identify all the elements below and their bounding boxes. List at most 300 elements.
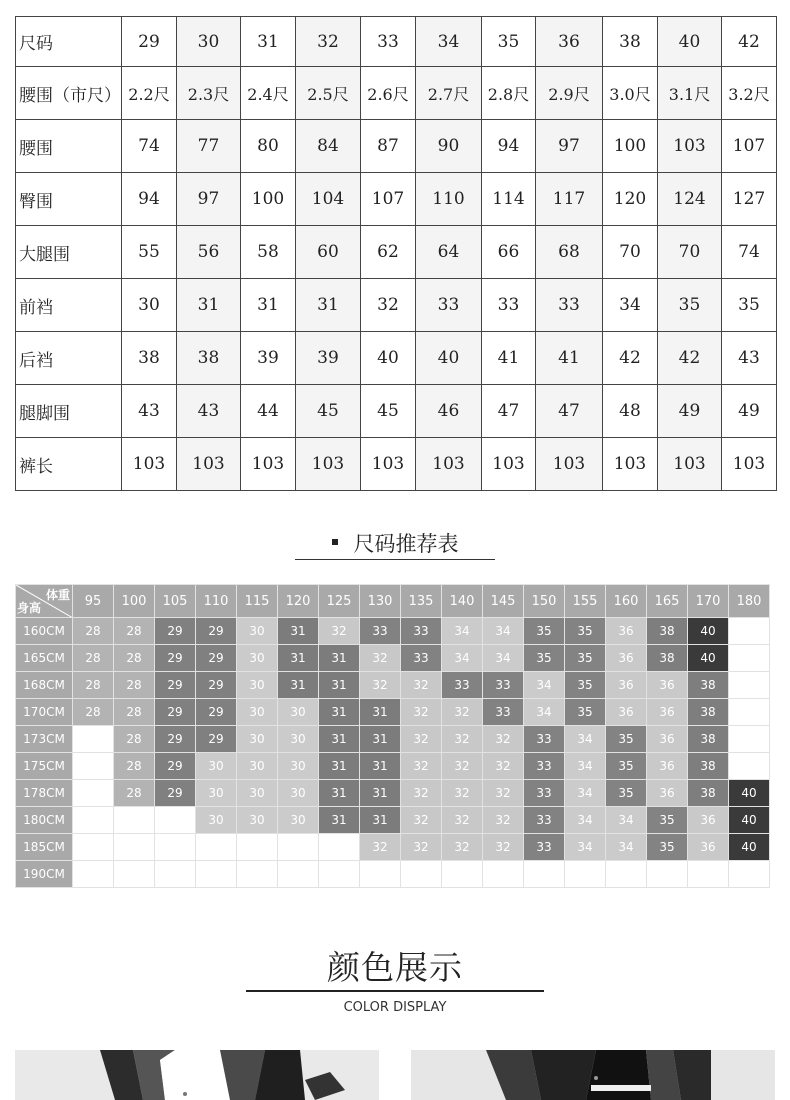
recommended-size-cell: 38 xyxy=(688,699,729,726)
recommended-size-cell: 33 xyxy=(524,834,565,861)
recommended-size-cell: 36 xyxy=(606,645,647,672)
recommended-size-cell: 36 xyxy=(606,672,647,699)
recommended-size-cell xyxy=(688,861,729,888)
recommended-size-cell: 28 xyxy=(73,645,114,672)
measure-value: 31 xyxy=(241,279,296,332)
measure-label: 前裆 xyxy=(16,279,122,332)
measure-value: 45 xyxy=(296,385,361,438)
recommended-size-cell: 36 xyxy=(606,699,647,726)
recommended-size-cell: 33 xyxy=(483,699,524,726)
recommended-size-cell: 33 xyxy=(483,672,524,699)
size-header-cell: 40 xyxy=(658,17,722,67)
height-label-cell: 185CM xyxy=(16,834,73,861)
height-label-cell: 180CM xyxy=(16,807,73,834)
jacket-photo-image xyxy=(15,1050,379,1100)
recommended-size-cell: 32 xyxy=(483,834,524,861)
recommended-size-cell xyxy=(155,807,196,834)
recommended-size-cell: 34 xyxy=(606,834,647,861)
recommended-size-cell: 28 xyxy=(73,699,114,726)
recommended-size-cell: 34 xyxy=(565,753,606,780)
recommended-size-cell: 34 xyxy=(442,618,483,645)
recommended-size-cell xyxy=(360,861,401,888)
recommended-size-cell xyxy=(114,807,155,834)
recommended-size-cell: 35 xyxy=(524,618,565,645)
recommended-size-cell: 32 xyxy=(401,726,442,753)
recommended-size-cell xyxy=(729,672,770,699)
measure-value: 70 xyxy=(603,226,658,279)
recommended-size-cell xyxy=(565,861,606,888)
size-measure-row xyxy=(16,173,777,226)
recommended-size-cell: 32 xyxy=(483,726,524,753)
recommended-size-cell: 29 xyxy=(196,645,237,672)
recommended-size-cell xyxy=(278,861,319,888)
color-display-title: 颜色展示 xyxy=(246,942,544,992)
size-recommendation-grid xyxy=(15,584,770,888)
recommended-size-cell: 33 xyxy=(360,618,401,645)
recommended-size-cell: 28 xyxy=(114,780,155,807)
recommended-size-cell: 31 xyxy=(360,780,401,807)
measure-value: 39 xyxy=(296,332,361,385)
recommended-size-cell: 31 xyxy=(360,726,401,753)
measure-value: 107 xyxy=(722,120,777,173)
recommended-size-cell: 28 xyxy=(114,699,155,726)
measure-value: 34 xyxy=(603,279,658,332)
recommended-size-cell: 30 xyxy=(237,618,278,645)
measure-value: 2.3尺 xyxy=(177,67,241,120)
recommended-size-cell: 31 xyxy=(319,753,360,780)
height-label-cell: 190CM xyxy=(16,861,73,888)
measure-value: 43 xyxy=(722,332,777,385)
size-header-row xyxy=(16,17,777,67)
recommended-size-cell xyxy=(73,807,114,834)
recommended-size-cell: 29 xyxy=(155,699,196,726)
color-display-subtitle: COLOR DISPLAY xyxy=(343,1000,447,1015)
recommended-size-cell: 32 xyxy=(442,699,483,726)
recommended-size-cell xyxy=(155,861,196,888)
measure-value: 2.5尺 xyxy=(296,67,361,120)
recommended-size-cell xyxy=(114,861,155,888)
measure-value: 104 xyxy=(296,173,361,226)
measure-value: 103 xyxy=(416,438,482,491)
recommended-size-cell: 31 xyxy=(319,780,360,807)
recommended-size-cell: 36 xyxy=(688,834,729,861)
measure-value: 103 xyxy=(536,438,603,491)
recommended-size-cell: 35 xyxy=(565,672,606,699)
recommended-size-cell xyxy=(73,834,114,861)
recommended-size-cell: 28 xyxy=(114,645,155,672)
weight-header-cell: 170 xyxy=(688,585,729,618)
measure-value: 120 xyxy=(603,173,658,226)
measure-value: 3.0尺 xyxy=(603,67,658,120)
measure-label: 裤长 xyxy=(16,438,122,491)
recommended-size-cell: 33 xyxy=(524,726,565,753)
measure-value: 38 xyxy=(122,332,177,385)
weight-header-cell: 110 xyxy=(196,585,237,618)
recommended-size-cell: 29 xyxy=(196,726,237,753)
recommended-size-cell: 30 xyxy=(237,645,278,672)
size-measure-row xyxy=(16,226,777,279)
recommended-size-cell: 28 xyxy=(114,753,155,780)
size-measure-row xyxy=(16,120,777,173)
height-row xyxy=(16,753,770,780)
measure-value: 31 xyxy=(296,279,361,332)
recommended-size-cell: 31 xyxy=(319,645,360,672)
recommended-size-cell: 32 xyxy=(319,618,360,645)
size-header-cell: 31 xyxy=(241,17,296,67)
measure-value: 42 xyxy=(603,332,658,385)
recommended-size-cell: 35 xyxy=(565,618,606,645)
measure-value: 103 xyxy=(296,438,361,491)
recommended-size-cell: 32 xyxy=(360,672,401,699)
measure-value: 55 xyxy=(122,226,177,279)
recommended-size-cell: 32 xyxy=(442,753,483,780)
measure-label: 臀围 xyxy=(16,173,122,226)
size-header-cell: 29 xyxy=(122,17,177,67)
measure-value: 3.1尺 xyxy=(658,67,722,120)
recommended-size-cell xyxy=(729,726,770,753)
weight-header-cell: 95 xyxy=(73,585,114,618)
weight-header-cell: 180 xyxy=(729,585,770,618)
measure-value: 45 xyxy=(361,385,416,438)
recommended-size-cell: 30 xyxy=(278,726,319,753)
recommended-size-cell: 40 xyxy=(688,618,729,645)
recommended-size-cell: 31 xyxy=(319,699,360,726)
recommended-size-cell: 28 xyxy=(114,618,155,645)
recommended-size-cell: 29 xyxy=(155,726,196,753)
height-row xyxy=(16,834,770,861)
recommended-size-cell xyxy=(73,780,114,807)
recommended-size-cell: 32 xyxy=(442,780,483,807)
measure-value: 33 xyxy=(482,279,536,332)
weight-header-cell: 105 xyxy=(155,585,196,618)
recommended-size-cell: 38 xyxy=(688,780,729,807)
recommended-size-cell xyxy=(729,753,770,780)
recommended-size-cell: 38 xyxy=(688,672,729,699)
measure-value: 117 xyxy=(536,173,603,226)
recommended-size-cell: 30 xyxy=(237,726,278,753)
height-row xyxy=(16,672,770,699)
size-measure-row xyxy=(16,67,777,120)
measure-value: 68 xyxy=(536,226,603,279)
measure-value: 40 xyxy=(361,332,416,385)
recommended-size-cell: 30 xyxy=(237,780,278,807)
recommended-size-cell: 36 xyxy=(647,699,688,726)
corner-height-label: 身高 xyxy=(17,601,42,615)
recommended-size-cell: 40 xyxy=(729,807,770,834)
size-chart-table xyxy=(15,16,777,491)
measure-value: 39 xyxy=(241,332,296,385)
recommended-size-cell: 33 xyxy=(524,807,565,834)
measure-value: 103 xyxy=(177,438,241,491)
recommended-size-cell: 31 xyxy=(278,672,319,699)
measure-value: 103 xyxy=(722,438,777,491)
measure-value: 3.2尺 xyxy=(722,67,777,120)
size-header-cell: 42 xyxy=(722,17,777,67)
recommended-size-cell: 33 xyxy=(524,780,565,807)
recommended-size-cell xyxy=(196,861,237,888)
recommended-size-cell: 36 xyxy=(647,780,688,807)
size-header-cell: 30 xyxy=(177,17,241,67)
measure-value: 74 xyxy=(722,226,777,279)
measure-value: 2.2尺 xyxy=(122,67,177,120)
recommended-size-cell: 40 xyxy=(729,834,770,861)
measure-value: 48 xyxy=(603,385,658,438)
recommended-size-cell: 36 xyxy=(647,672,688,699)
height-row xyxy=(16,645,770,672)
measure-value: 80 xyxy=(241,120,296,173)
recommended-size-cell: 38 xyxy=(647,645,688,672)
corner-weight-label: 体重 xyxy=(45,588,70,602)
recommended-size-cell: 31 xyxy=(319,807,360,834)
recommended-size-cell: 30 xyxy=(237,807,278,834)
recommended-size-cell xyxy=(73,753,114,780)
recommended-size-cell: 32 xyxy=(401,672,442,699)
recommended-size-cell: 34 xyxy=(483,618,524,645)
recommended-size-cell: 28 xyxy=(73,618,114,645)
recommended-size-cell: 32 xyxy=(401,807,442,834)
measure-value: 70 xyxy=(658,226,722,279)
recommended-size-cell: 34 xyxy=(524,672,565,699)
recommended-size-cell: 32 xyxy=(483,807,524,834)
weight-header-cell: 115 xyxy=(237,585,278,618)
recommended-size-cell: 32 xyxy=(483,753,524,780)
size-header-cell: 34 xyxy=(416,17,482,67)
measure-value: 35 xyxy=(722,279,777,332)
product-photo-left xyxy=(15,1050,379,1100)
measure-value: 47 xyxy=(482,385,536,438)
size-measure-row xyxy=(16,279,777,332)
recommended-size-cell xyxy=(483,861,524,888)
recommended-size-cell: 30 xyxy=(196,780,237,807)
height-label-cell: 168CM xyxy=(16,672,73,699)
recommended-size-cell: 33 xyxy=(401,618,442,645)
recommended-size-cell: 29 xyxy=(196,672,237,699)
recommended-size-cell xyxy=(729,645,770,672)
measure-value: 49 xyxy=(658,385,722,438)
measure-value: 97 xyxy=(536,120,603,173)
measure-value: 127 xyxy=(722,173,777,226)
measure-value: 64 xyxy=(416,226,482,279)
recommended-size-cell: 40 xyxy=(729,780,770,807)
recommended-size-cell: 29 xyxy=(196,699,237,726)
recommended-size-cell: 33 xyxy=(442,672,483,699)
weight-header-cell: 125 xyxy=(319,585,360,618)
measure-label: 后裆 xyxy=(16,332,122,385)
recommended-size-cell: 34 xyxy=(483,645,524,672)
recommended-size-cell: 32 xyxy=(442,726,483,753)
recommended-size-cell xyxy=(237,861,278,888)
recommended-size-cell: 32 xyxy=(483,780,524,807)
weight-header-row xyxy=(16,585,770,618)
height-row xyxy=(16,618,770,645)
recommended-size-cell: 31 xyxy=(278,645,319,672)
measure-label: 大腿围 xyxy=(16,226,122,279)
weight-header-cell: 140 xyxy=(442,585,483,618)
measure-value: 43 xyxy=(177,385,241,438)
recommended-size-cell: 34 xyxy=(524,699,565,726)
recommended-size-cell: 30 xyxy=(278,780,319,807)
recommended-size-cell: 35 xyxy=(647,834,688,861)
recommended-size-cell xyxy=(196,834,237,861)
measure-value: 43 xyxy=(122,385,177,438)
recommended-size-cell: 36 xyxy=(606,618,647,645)
measure-value: 103 xyxy=(241,438,296,491)
recommended-size-cell: 36 xyxy=(647,726,688,753)
measure-value: 41 xyxy=(536,332,603,385)
recommended-size-cell: 29 xyxy=(155,753,196,780)
measure-value: 32 xyxy=(361,279,416,332)
recommended-size-cell: 35 xyxy=(647,807,688,834)
measure-value: 44 xyxy=(241,385,296,438)
measure-label: 腰围（市尺） xyxy=(16,67,122,120)
height-row xyxy=(16,726,770,753)
size-header-cell: 33 xyxy=(361,17,416,67)
measure-value: 103 xyxy=(361,438,416,491)
measure-value: 2.6尺 xyxy=(361,67,416,120)
recommended-size-cell xyxy=(729,861,770,888)
product-photo-right xyxy=(411,1050,775,1100)
recommended-size-cell: 34 xyxy=(442,645,483,672)
recommended-size-cell: 31 xyxy=(360,807,401,834)
recommended-size-cell: 28 xyxy=(73,672,114,699)
weight-header-cell: 135 xyxy=(401,585,442,618)
recommended-size-cell: 31 xyxy=(319,726,360,753)
recommended-size-cell: 34 xyxy=(565,726,606,753)
measure-value: 110 xyxy=(416,173,482,226)
recommended-size-cell: 31 xyxy=(360,699,401,726)
measure-value: 40 xyxy=(416,332,482,385)
measure-value: 2.9尺 xyxy=(536,67,603,120)
recommended-size-cell: 28 xyxy=(114,726,155,753)
recommended-size-cell: 29 xyxy=(155,618,196,645)
recommended-size-cell: 34 xyxy=(565,807,606,834)
measure-value: 42 xyxy=(658,332,722,385)
recommended-size-cell: 33 xyxy=(401,645,442,672)
measure-value: 46 xyxy=(416,385,482,438)
recommended-size-cell: 31 xyxy=(278,618,319,645)
weight-header-cell: 130 xyxy=(360,585,401,618)
measure-label: 腿脚围 xyxy=(16,385,122,438)
measure-value: 103 xyxy=(658,438,722,491)
height-label-cell: 160CM xyxy=(16,618,73,645)
recommended-size-cell: 30 xyxy=(278,807,319,834)
measure-value: 107 xyxy=(361,173,416,226)
grid-corner-cell xyxy=(16,585,73,618)
size-header-cell: 32 xyxy=(296,17,361,67)
recommended-size-cell: 34 xyxy=(565,834,606,861)
measure-value: 38 xyxy=(177,332,241,385)
measure-value: 66 xyxy=(482,226,536,279)
weight-header-cell: 120 xyxy=(278,585,319,618)
size-measure-row xyxy=(16,438,777,491)
measure-value: 33 xyxy=(416,279,482,332)
size-header-cell: 38 xyxy=(603,17,658,67)
recommended-size-cell xyxy=(729,699,770,726)
measure-value: 30 xyxy=(122,279,177,332)
height-label-cell: 165CM xyxy=(16,645,73,672)
measure-value: 84 xyxy=(296,120,361,173)
recommended-size-cell: 29 xyxy=(155,672,196,699)
measure-value: 62 xyxy=(361,226,416,279)
height-label-cell: 175CM xyxy=(16,753,73,780)
measure-value: 87 xyxy=(361,120,416,173)
recommended-size-cell: 32 xyxy=(442,807,483,834)
recommended-size-cell: 30 xyxy=(237,672,278,699)
recommended-size-cell: 36 xyxy=(688,807,729,834)
recommended-size-cell xyxy=(319,834,360,861)
recommended-size-cell: 30 xyxy=(237,753,278,780)
size-header-label: 尺码 xyxy=(16,17,122,67)
size-measure-row xyxy=(16,332,777,385)
recommended-size-cell: 30 xyxy=(196,807,237,834)
measure-value: 56 xyxy=(177,226,241,279)
measure-value: 31 xyxy=(177,279,241,332)
size-header-cell: 36 xyxy=(536,17,603,67)
measure-value: 47 xyxy=(536,385,603,438)
recommended-size-cell: 35 xyxy=(524,645,565,672)
recommended-size-cell xyxy=(237,834,278,861)
measure-label: 腰围 xyxy=(16,120,122,173)
recommended-size-cell: 35 xyxy=(606,753,647,780)
recommended-size-cell: 35 xyxy=(565,699,606,726)
recommended-size-cell: 32 xyxy=(401,834,442,861)
height-row xyxy=(16,699,770,726)
recommended-size-cell: 34 xyxy=(606,807,647,834)
height-label-cell: 178CM xyxy=(16,780,73,807)
recommended-size-cell: 32 xyxy=(442,834,483,861)
recommended-size-cell: 29 xyxy=(155,780,196,807)
recommended-size-cell: 30 xyxy=(237,699,278,726)
weight-header-cell: 160 xyxy=(606,585,647,618)
measure-value: 41 xyxy=(482,332,536,385)
weight-header-cell: 165 xyxy=(647,585,688,618)
bullet-square-icon xyxy=(332,539,338,545)
recommended-size-cell: 30 xyxy=(278,753,319,780)
recommendation-title-text: 尺码推荐表 xyxy=(353,532,459,556)
recommended-size-cell: 29 xyxy=(155,645,196,672)
height-row xyxy=(16,861,770,888)
jacket-photo-image xyxy=(411,1050,775,1100)
recommended-size-cell xyxy=(73,726,114,753)
measure-value: 103 xyxy=(122,438,177,491)
measure-value: 100 xyxy=(241,173,296,226)
recommended-size-cell xyxy=(442,861,483,888)
recommended-size-cell xyxy=(401,861,442,888)
measure-value: 94 xyxy=(122,173,177,226)
measure-value: 33 xyxy=(536,279,603,332)
measure-value: 97 xyxy=(177,173,241,226)
measure-value: 49 xyxy=(722,385,777,438)
recommended-size-cell: 35 xyxy=(606,780,647,807)
recommended-size-cell: 32 xyxy=(401,753,442,780)
recommended-size-cell: 32 xyxy=(401,780,442,807)
size-header-cell: 35 xyxy=(482,17,536,67)
recommended-size-cell xyxy=(319,861,360,888)
recommendation-title xyxy=(295,528,495,560)
recommended-size-cell: 33 xyxy=(524,753,565,780)
recommended-size-cell xyxy=(155,834,196,861)
recommended-size-cell: 40 xyxy=(688,645,729,672)
size-measure-row xyxy=(16,385,777,438)
weight-header-cell: 150 xyxy=(524,585,565,618)
measure-value: 114 xyxy=(482,173,536,226)
recommended-size-cell: 32 xyxy=(401,699,442,726)
measure-value: 94 xyxy=(482,120,536,173)
recommended-size-cell: 38 xyxy=(647,618,688,645)
recommended-size-cell: 29 xyxy=(196,618,237,645)
measure-value: 77 xyxy=(177,120,241,173)
recommended-size-cell: 31 xyxy=(360,753,401,780)
